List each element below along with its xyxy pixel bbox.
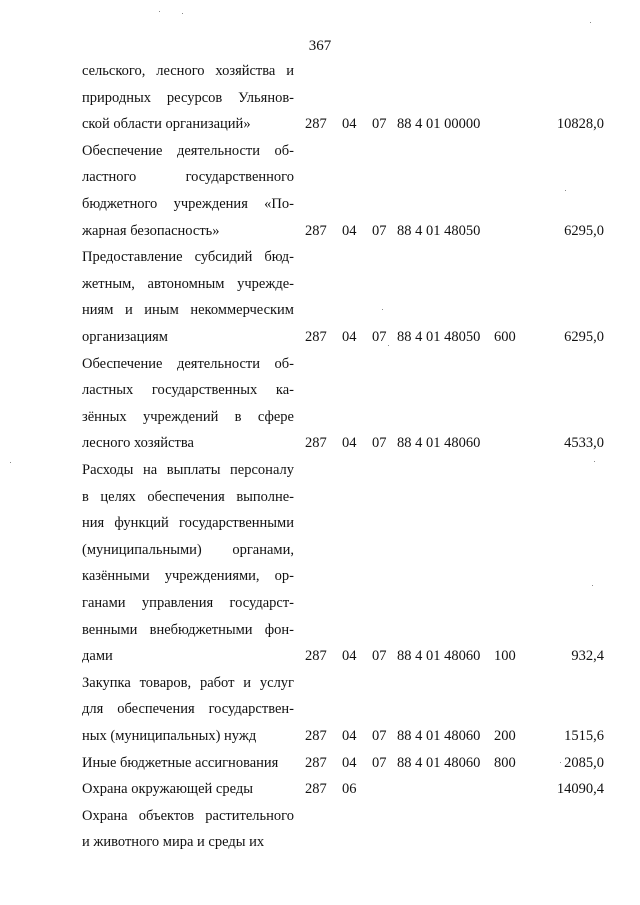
table-line: [0, 404, 640, 430]
target-article-code: 88 4 01 48060: [397, 435, 481, 452]
item-name-line: в целях обеспечения выполне-: [82, 488, 294, 505]
item-name-line: Обеспечение деятельности об-: [82, 355, 294, 372]
amount: 932,4: [571, 648, 604, 665]
item-name-line: Охрана объектов растительного: [82, 807, 294, 824]
table-line: [0, 191, 640, 217]
table-line: [0, 164, 640, 190]
table-line: [0, 510, 640, 536]
scan-speck: [10, 462, 11, 463]
item-name-line: сельского, лесного хозяйства и: [82, 63, 294, 79]
admin-code: 287: [305, 329, 327, 345]
target-article-code: 88 4 01 48050: [397, 222, 481, 239]
item-name-line: дами: [82, 648, 113, 665]
item-name-line: Закупка товаров, работ и услуг: [82, 674, 294, 691]
scan-speck: [159, 11, 160, 12]
scan-speck: [560, 762, 561, 763]
amount: 1515,6: [564, 728, 604, 744]
table-line: [0, 297, 640, 323]
section-code: 04: [342, 116, 357, 133]
table-line: [0, 803, 640, 829]
scan-speck: [382, 309, 383, 310]
table-line: [0, 111, 640, 137]
table-line: [0, 244, 640, 270]
subsection-code: 07: [372, 116, 387, 133]
item-name-line: ния функций государственными: [82, 515, 294, 532]
subsection-code: 07: [372, 754, 387, 771]
table-line: [0, 324, 640, 350]
section-code: 04: [342, 222, 357, 239]
section-code: 04: [342, 435, 357, 452]
expense-type-code: 200: [494, 728, 516, 744]
item-name-line: зённых учреждений в сфере: [82, 408, 294, 425]
table-line: [0, 58, 640, 84]
item-name-line: Расходы на выплаты персоналу: [82, 462, 294, 478]
subsection-code: 07: [372, 648, 387, 665]
table-line: [0, 351, 640, 377]
section-code: 04: [342, 329, 357, 345]
scan-speck: [594, 461, 595, 462]
item-name-line: ниям и иным некоммерческим: [82, 302, 294, 319]
item-name-line: для обеспечения государствен-: [82, 701, 294, 718]
table-line: [0, 590, 640, 616]
target-article-code: 88 4 01 48060: [397, 648, 481, 665]
item-name-line: Обеспечение деятельности об-: [82, 142, 294, 159]
amount: 6295,0: [564, 329, 604, 345]
table-line: [0, 457, 640, 483]
table-line: [0, 138, 640, 164]
table-line: [0, 723, 640, 749]
target-article-code: 88 4 01 48060: [397, 728, 481, 744]
table-line: [0, 537, 640, 563]
admin-code: 287: [305, 781, 327, 798]
scan-speck: [592, 585, 593, 586]
table-line: [0, 218, 640, 244]
subsection-code: 07: [372, 329, 387, 345]
table-line: [0, 377, 640, 403]
item-name-line: и животного мира и среды их: [82, 834, 265, 851]
target-article-code: 88 4 01 48050: [397, 329, 481, 345]
table-line: [0, 617, 640, 643]
amount: 4533,0: [564, 435, 604, 452]
expense-type-code: 600: [494, 329, 516, 345]
target-article-code: 88 4 01 00000: [397, 116, 481, 133]
scan-speck: [590, 22, 591, 23]
admin-code: 287: [305, 648, 327, 665]
subsection-code: 07: [372, 728, 387, 744]
item-name-line: жетным, автономным учрежде-: [82, 275, 294, 292]
amount: 6295,0: [564, 222, 604, 239]
amount: 10828,0: [556, 116, 604, 133]
table-line: [0, 563, 640, 589]
page-number: 367: [308, 38, 332, 54]
admin-code: 287: [305, 222, 327, 239]
item-name-line: жарная безопасность»: [82, 222, 220, 239]
item-name-line: (муниципальными) органами,: [82, 541, 294, 558]
item-name-line: организациям: [82, 329, 168, 345]
amount: 2085,0: [564, 754, 604, 771]
table-line: [0, 271, 640, 297]
section-code: 04: [342, 754, 357, 771]
table-line: [0, 696, 640, 722]
item-name-line: ской области организаций»: [82, 116, 251, 133]
subsection-code: 07: [372, 222, 387, 239]
expense-type-code: 800: [494, 754, 516, 771]
admin-code: 287: [305, 728, 327, 744]
item-name-line: ганами управления государст-: [82, 595, 294, 611]
admin-code: 287: [305, 116, 327, 133]
scan-speck: [388, 345, 389, 346]
item-name-line: природных ресурсов Ульянов-: [82, 89, 294, 106]
item-name-line: ластного государственного: [82, 169, 294, 186]
section-code: 04: [342, 728, 357, 744]
scan-speck: [182, 13, 183, 14]
table-line: [0, 484, 640, 510]
item-name-line: ластных государственных ка-: [82, 382, 294, 399]
table-line: [0, 430, 640, 456]
item-name-line: Иные бюджетные ассигнования: [82, 754, 279, 771]
target-article-code: 88 4 01 48060: [397, 754, 481, 771]
subsection-code: 07: [372, 435, 387, 452]
admin-code: 287: [305, 754, 327, 771]
item-name-line: лесного хозяйства: [82, 435, 194, 452]
item-name-line: казёнными учреждениями, ор-: [82, 568, 294, 585]
table-line: [0, 643, 640, 669]
item-name-line: бюджетного учреждения «По-: [82, 196, 294, 212]
item-name-line: венными внебюджетными фон-: [82, 621, 294, 638]
section-code: 04: [342, 648, 357, 665]
item-name-line: Предоставление субсидий бюд-: [82, 249, 294, 266]
admin-code: 287: [305, 435, 327, 452]
scan-speck: [565, 190, 566, 191]
table-line: [0, 829, 640, 855]
item-name-line: ных (муниципальных) нужд: [82, 728, 257, 744]
amount: 14090,4: [556, 781, 604, 798]
table-line: [0, 670, 640, 696]
table-line: [0, 750, 640, 776]
item-name-line: Охрана окружающей среды: [82, 781, 253, 798]
table-line: [0, 776, 640, 802]
section-code: 06: [342, 781, 357, 798]
expense-type-code: 100: [494, 648, 516, 665]
table-line: [0, 85, 640, 111]
